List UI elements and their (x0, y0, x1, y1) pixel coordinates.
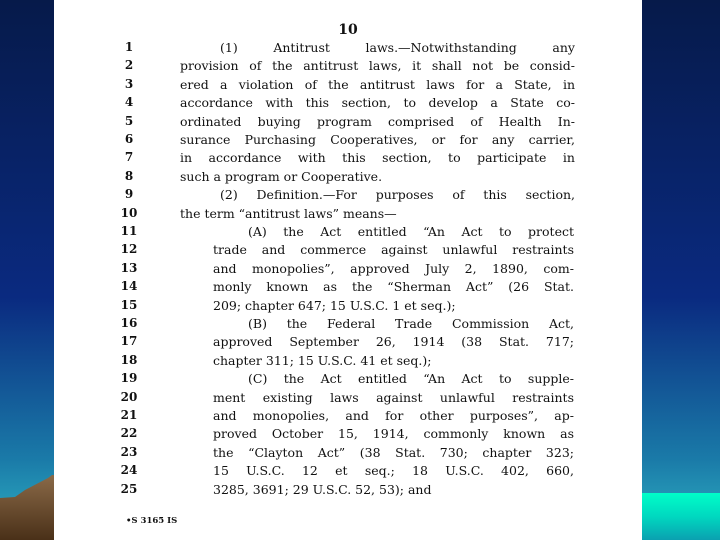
document-page (54, 0, 642, 540)
line-number: 5 (124, 113, 134, 128)
line-number: 23 (120, 444, 138, 459)
line-number: 21 (120, 408, 138, 422)
line-number: 9 (124, 187, 134, 202)
line-text: (A) the Act entitled “An Act to protect (248, 224, 574, 239)
line-text: ordinated buying program comprised of Health In- (180, 113, 575, 129)
line-text: approved September 26, 1914 (38 Stat. 717; (213, 334, 574, 350)
line-number: 18 (120, 352, 138, 367)
line-text: chapter 311; 15 U.S.C. 41 et seq.); (213, 352, 432, 368)
line-number: 10 (120, 205, 138, 220)
line-text: the “Clayton Act” (38 Stat. 730; chapter 323; (213, 444, 574, 460)
line-text: provision of the antitrust laws, it shall not be consid- (180, 58, 575, 74)
line-text: (C) the Act entitled “An Act to supple- (248, 371, 574, 387)
line-number: 2 (124, 58, 134, 73)
line-number: 3 (124, 76, 134, 91)
line-text: 15 U.S.C. 12 et seq.; 18 U.S.C. 402, 660, (213, 463, 574, 479)
line-text: in accordance with this section, to participate in (180, 150, 575, 166)
line-text: ment existing laws against unlawful restraints (213, 389, 574, 405)
sea-strip (640, 493, 720, 540)
line-text: (2) Definition.—For purposes of this section, (220, 187, 575, 203)
line-text: and monopolies”, approved July 2, 1890, com- (213, 260, 574, 276)
bill-footer: •S 3165 IS (126, 516, 178, 526)
line-number: 4 (124, 95, 134, 110)
line-number: 12 (120, 242, 138, 257)
line-number: 15 (120, 297, 138, 312)
line-number: 22 (120, 426, 138, 441)
line-number: 1 (124, 40, 134, 54)
line-text: monly known as the “Sherman Act” (26 Stat. (213, 279, 574, 295)
line-number: 11 (120, 224, 138, 238)
line-text: surance Purchasing Cooperatives, or for any carrier, (180, 132, 575, 147)
line-number: 25 (120, 481, 138, 496)
line-number: 7 (124, 150, 134, 165)
line-number: 20 (120, 389, 138, 404)
line-text: 209; chapter 647; 15 U.S.C. 1 et seq.); (213, 297, 456, 313)
line-text: accordance with this section, to develop a State co- (180, 95, 575, 111)
line-text: 3285, 3691; 29 U.S.C. 52, 53); and (213, 481, 432, 497)
line-text: and monopolies, and for other purposes”, ap- (213, 408, 574, 423)
line-text: ered a violation of the antitrust laws for a State, in (180, 76, 575, 92)
line-text: (1) Antitrust laws.—Notwithstanding any (220, 40, 575, 55)
line-number: 19 (120, 371, 138, 386)
line-number: 17 (120, 334, 138, 349)
line-number: 16 (120, 316, 138, 330)
line-number: 14 (120, 279, 138, 294)
line-number: 24 (120, 463, 138, 478)
line-text: such a program or Cooperative. (180, 168, 383, 184)
desert-landscape (0, 470, 60, 540)
line-number: 8 (124, 168, 134, 183)
line-text: trade and commerce against unlawful restraints (213, 242, 574, 258)
line-text: (B) the Federal Trade Commission Act, (248, 316, 574, 331)
page-number: 10 (338, 22, 358, 38)
line-text: proved October 15, 1914, commonly known as (213, 426, 574, 442)
line-number: 6 (124, 132, 134, 146)
line-number: 13 (120, 260, 138, 275)
line-text: the term “antitrust laws” means— (180, 205, 397, 221)
